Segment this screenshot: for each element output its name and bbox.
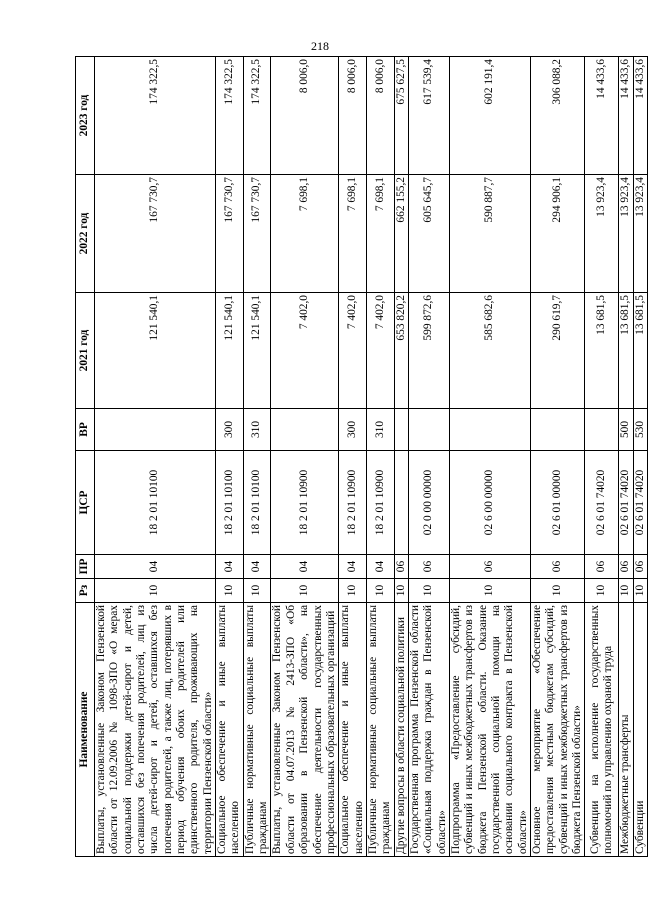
cell-2023: 14 433,6 <box>585 57 619 175</box>
cell-vr <box>531 409 585 451</box>
cell-2023: 174 322,5 <box>95 57 216 175</box>
cell-2022: 662 155,2 <box>394 175 408 293</box>
cell-2022: 7 698,1 <box>271 175 339 293</box>
header-2021: 2021 год <box>76 293 95 409</box>
table-row <box>633 57 647 857</box>
cell-name: Подпрограмма «Предоставление субсидий, субвенций и иных межбюджетных трансфертов из бюджета Пензенской области. Оказание государственной социальной помощи на основании социального контракта в Пензенской области» <box>449 603 530 857</box>
cell-name: Выплаты, установленные Законом Пензенской области от 12.09.2006 № 1098-ЗПО «О мерах социальной поддержки детей-сирот и детей, оставшихся без попечения родителей, лиц из числа детей-сирот и детей, оставшихся без попечения родителей, а также лиц, потерявших в период обучения обоих родителей или единственного родителя, проживающих на территории Пензенской области» <box>95 603 216 857</box>
cell-pr: 06 <box>619 555 633 579</box>
cell-2021: 13 681,5 <box>585 293 619 409</box>
table-row <box>271 57 339 857</box>
cell-vr: 310 <box>243 409 271 451</box>
cell-pr: 06 <box>585 555 619 579</box>
header-2023: 2023 год <box>76 57 95 175</box>
cell-name: Государственная программа Пензенской области «Социальная поддержка граждан в Пензенской области» <box>408 603 449 857</box>
cell-name: Межбюджетные трансферты <box>619 603 633 857</box>
cell-pr: 06 <box>531 555 585 579</box>
cell-name: Субвенции <box>633 603 647 857</box>
table-row <box>585 57 619 857</box>
cell-name: Субвенции на исполнение государственных полномочий по управлению охраной труда <box>585 603 619 857</box>
table-row <box>408 57 449 857</box>
cell-2022: 167 730,7 <box>216 175 244 293</box>
cell-2022: 7 698,1 <box>366 175 394 293</box>
cell-2023: 675 627,5 <box>394 57 408 175</box>
header-rz: Рз <box>76 579 95 603</box>
cell-2022: 167 730,7 <box>243 175 271 293</box>
cell-rz: 10 <box>271 579 339 603</box>
cell-2021: 121 540,1 <box>216 293 244 409</box>
cell-2023: 306 088,2 <box>531 57 585 175</box>
cell-rz: 10 <box>95 579 216 603</box>
cell-rz: 10 <box>449 579 530 603</box>
cell-2023: 174 322,5 <box>243 57 271 175</box>
cell-rz: 10 <box>366 579 394 603</box>
cell-vr <box>271 409 339 451</box>
cell-pr: 06 <box>408 555 449 579</box>
cell-csr: 18 2 01 10100 <box>216 451 244 555</box>
cell-pr: 04 <box>339 555 367 579</box>
cell-vr <box>449 409 530 451</box>
page-number: 218 <box>311 39 329 53</box>
cell-csr: 02 6 01 74020 <box>633 451 647 555</box>
rotated-table-container <box>75 57 646 857</box>
cell-csr <box>394 451 408 555</box>
cell-2023: 174 322,5 <box>216 57 244 175</box>
table-row <box>531 57 585 857</box>
cell-csr: 18 2 01 10100 <box>95 451 216 555</box>
cell-pr: 04 <box>366 555 394 579</box>
cell-csr: 02 6 01 74020 <box>619 451 633 555</box>
cell-csr: 18 2 01 10100 <box>243 451 271 555</box>
cell-2023: 14 433,6 <box>633 57 647 175</box>
header-csr: ЦСР <box>76 451 95 555</box>
cell-rz: 10 <box>394 579 408 603</box>
cell-2022: 13 923,4 <box>585 175 619 293</box>
cell-name: Социальное обеспечение и иные выплаты населению <box>339 603 367 857</box>
header-2022: 2022 год <box>76 175 95 293</box>
cell-csr: 02 6 01 74020 <box>585 451 619 555</box>
cell-pr: 06 <box>633 555 647 579</box>
cell-2021: 13 681,5 <box>633 293 647 409</box>
cell-vr: 500 <box>619 409 633 451</box>
cell-csr: 18 2 01 10900 <box>271 451 339 555</box>
cell-pr: 04 <box>243 555 271 579</box>
cell-name: Другие вопросы в области социальной политики <box>394 603 408 857</box>
cell-2022: 605 645,7 <box>408 175 449 293</box>
cell-vr <box>585 409 619 451</box>
table-row <box>394 57 408 857</box>
cell-2023: 8 006,0 <box>339 57 367 175</box>
cell-name: Основное мероприятие «Обеспечение предоставления местным бюджетам субсидий, субвенций и иных межбюджетных трансфертов из бюджета Пензенской области» <box>531 603 585 857</box>
cell-vr <box>394 409 408 451</box>
cell-2022: 7 698,1 <box>339 175 367 293</box>
cell-vr <box>408 409 449 451</box>
cell-2021: 7 402,0 <box>366 293 394 409</box>
table-row <box>619 57 633 857</box>
cell-2023: 617 539,4 <box>408 57 449 175</box>
table-row <box>449 57 530 857</box>
cell-rz: 10 <box>216 579 244 603</box>
cell-2022: 590 887,7 <box>449 175 530 293</box>
cell-2022: 167 730,7 <box>95 175 216 293</box>
header-vr: ВР <box>76 409 95 451</box>
cell-vr: 300 <box>216 409 244 451</box>
cell-2021: 13 681,5 <box>619 293 633 409</box>
cell-vr: 300 <box>339 409 367 451</box>
cell-name: Публичные нормативные социальные выплаты гражданам <box>366 603 394 857</box>
cell-rz: 10 <box>243 579 271 603</box>
cell-rz: 10 <box>619 579 633 603</box>
cell-csr: 02 6 00 00000 <box>449 451 530 555</box>
cell-pr: 04 <box>216 555 244 579</box>
table-header-row <box>76 57 95 857</box>
cell-pr: 06 <box>394 555 408 579</box>
header-pr: ПР <box>76 555 95 579</box>
cell-2021: 290 619,7 <box>531 293 585 409</box>
cell-2023: 8 006,0 <box>366 57 394 175</box>
cell-name: Выплаты, установленные Законом Пензенской области от 04.07.2013 № 2413-ЗПО «Об образовании в Пензенской области», на обеспечение деятельности государственных профессиональных образовательных организаций <box>271 603 339 857</box>
cell-2023: 602 191,4 <box>449 57 530 175</box>
cell-pr: 04 <box>271 555 339 579</box>
cell-name: Публичные нормативные социальные выплаты гражданам <box>243 603 271 857</box>
cell-csr: 02 6 01 00000 <box>531 451 585 555</box>
cell-vr <box>95 409 216 451</box>
cell-2022: 13 923,4 <box>633 175 647 293</box>
cell-rz: 10 <box>585 579 619 603</box>
cell-csr: 18 2 01 10900 <box>339 451 367 555</box>
cell-rz: 10 <box>339 579 367 603</box>
table-row <box>366 57 394 857</box>
table-row <box>95 57 216 857</box>
cell-2021: 7 402,0 <box>339 293 367 409</box>
cell-2021: 653 820,2 <box>394 293 408 409</box>
cell-2023: 14 433,6 <box>619 57 633 175</box>
cell-name: Социальное обеспечение и иные выплаты населению <box>216 603 244 857</box>
cell-csr: 18 2 01 10900 <box>366 451 394 555</box>
cell-csr: 02 0 00 00000 <box>408 451 449 555</box>
table-row <box>216 57 244 857</box>
cell-rz: 10 <box>408 579 449 603</box>
table-row <box>243 57 271 857</box>
cell-2021: 599 872,6 <box>408 293 449 409</box>
cell-2023: 8 006,0 <box>271 57 339 175</box>
cell-pr: 06 <box>449 555 530 579</box>
header-name: Наименование <box>76 603 95 857</box>
cell-2022: 13 923,4 <box>619 175 633 293</box>
cell-rz: 10 <box>633 579 647 603</box>
cell-pr: 04 <box>95 555 216 579</box>
cell-2021: 121 540,1 <box>243 293 271 409</box>
cell-2022: 294 906,1 <box>531 175 585 293</box>
cell-vr: 310 <box>366 409 394 451</box>
cell-vr: 530 <box>633 409 647 451</box>
table-row <box>339 57 367 857</box>
cell-rz: 10 <box>531 579 585 603</box>
cell-2021: 121 540,1 <box>95 293 216 409</box>
budget-table <box>75 56 648 857</box>
cell-2021: 7 402,0 <box>271 293 339 409</box>
cell-2021: 585 682,6 <box>449 293 530 409</box>
